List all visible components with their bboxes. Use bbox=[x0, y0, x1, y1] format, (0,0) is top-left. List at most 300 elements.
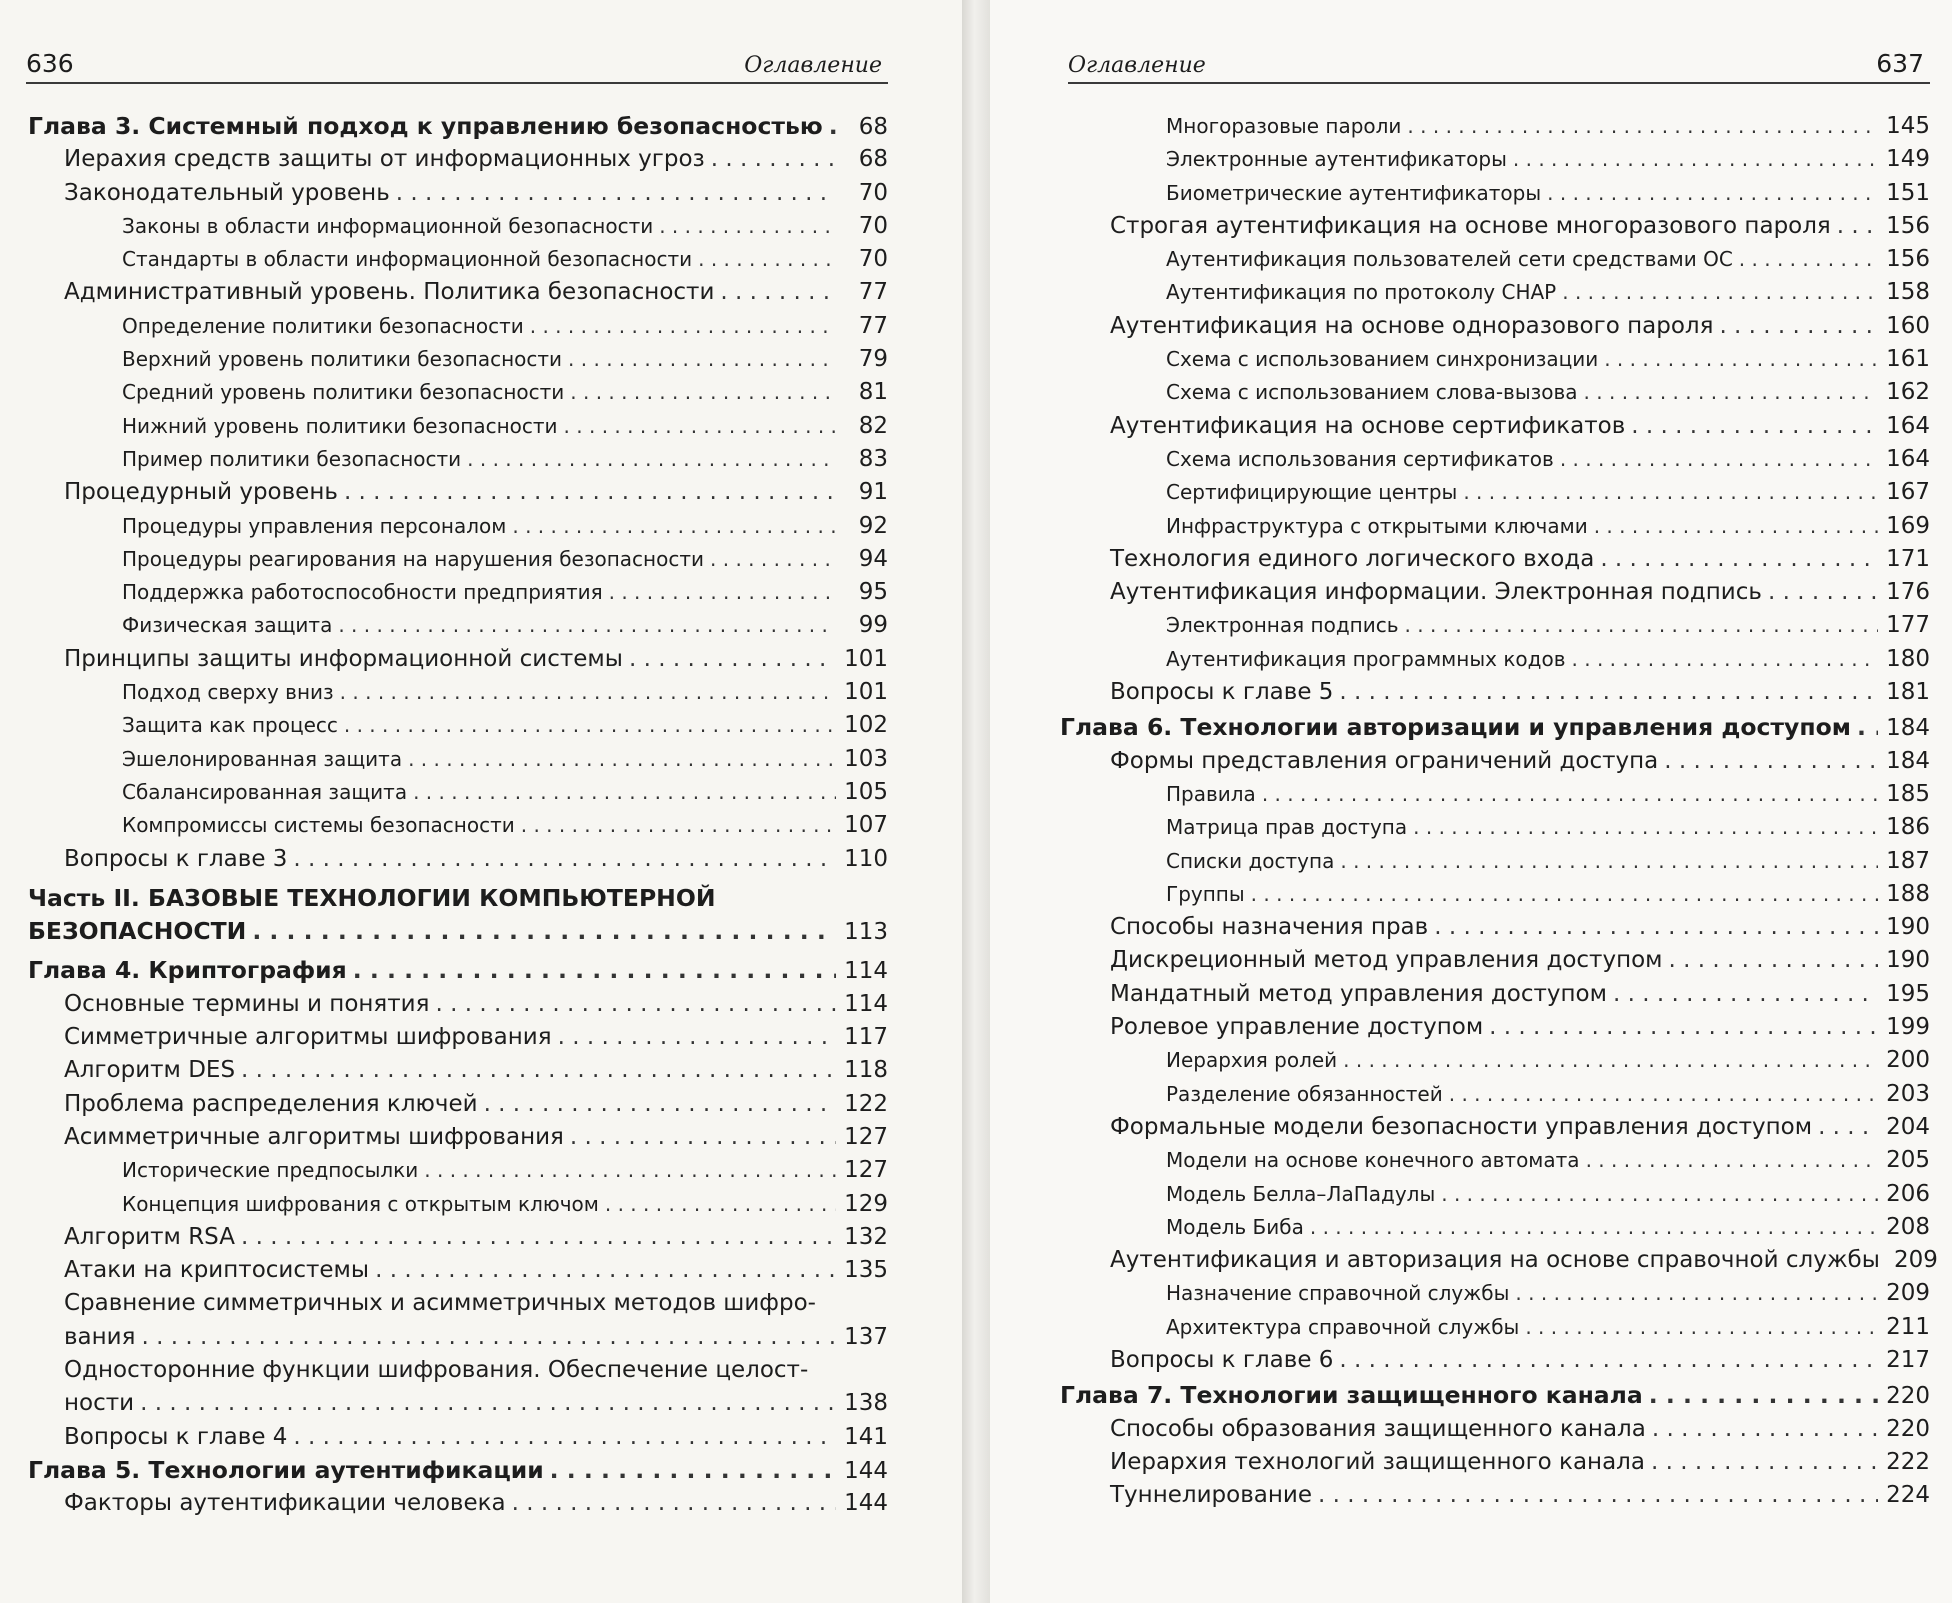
toc-entry-page: 164 bbox=[1886, 412, 1930, 439]
toc-entry-title: Группы bbox=[1166, 881, 1245, 906]
toc-leader bbox=[1340, 845, 1878, 878]
toc-entry-title: Модели на основе конечного автомата bbox=[1166, 1148, 1580, 1173]
toc-entry-page: 83 bbox=[858, 445, 888, 472]
toc-entry-title: Факторы аутентификации человека bbox=[64, 1490, 506, 1517]
toc-leader bbox=[1339, 1344, 1878, 1377]
toc-leader bbox=[252, 915, 836, 948]
toc-leader bbox=[568, 343, 836, 376]
toc-entry-page: 162 bbox=[1886, 379, 1930, 406]
toc-entry-page: 102 bbox=[844, 712, 888, 739]
toc-entry-page: 129 bbox=[844, 1190, 888, 1217]
toc-leader bbox=[1407, 110, 1878, 143]
wrapped-entry-1-page: 137 bbox=[844, 1323, 888, 1350]
toc-entry bbox=[1070, 1178, 1930, 1211]
toc-entry-title: Основные термины и понятия bbox=[64, 990, 430, 1017]
toc-entry-page: 190 bbox=[1886, 914, 1930, 941]
toc-leader bbox=[1513, 143, 1878, 176]
toc-entry-title: Модель Биба bbox=[1166, 1214, 1304, 1239]
toc-entry bbox=[1070, 745, 1930, 778]
left-page-header bbox=[26, 44, 888, 84]
wrapped-entry-2-line-2: ности bbox=[64, 1390, 135, 1417]
toc-entry-title: Схема с использованием слова-вызова bbox=[1166, 380, 1578, 405]
toc-entry bbox=[1070, 1044, 1930, 1077]
toc-entry-title: Эшелонированная защита bbox=[122, 746, 403, 771]
toc-entry-page: 114 bbox=[844, 990, 888, 1017]
toc-leader bbox=[241, 1221, 836, 1254]
toc-entry bbox=[28, 1421, 888, 1454]
wrapped-entry-2-page: 138 bbox=[844, 1390, 888, 1417]
toc-entry-page: 187 bbox=[1886, 847, 1930, 874]
toc-entry-page: 190 bbox=[1886, 947, 1930, 974]
toc-entry-page: 206 bbox=[1886, 1180, 1930, 1207]
toc-entry-title: Симметричные алгоритмы шифрования bbox=[64, 1024, 552, 1051]
toc-entry-title: Модель Белла–ЛаПадулы bbox=[1166, 1181, 1436, 1206]
toc-entry bbox=[1070, 978, 1930, 1011]
toc-leader bbox=[435, 988, 836, 1021]
toc-entry-page: 200 bbox=[1886, 1047, 1930, 1074]
toc-entry-title: Аутентификация информации. Электронная подпись bbox=[1110, 579, 1762, 606]
toc-entry-page: 208 bbox=[1886, 1213, 1930, 1240]
right-page-number: 637 bbox=[1876, 49, 1924, 78]
toc-entry-title: Асимметричные алгоритмы шифрования bbox=[64, 1123, 564, 1150]
toc-entry-page: 99 bbox=[858, 612, 888, 639]
toc-entry bbox=[28, 843, 888, 876]
toc-entry bbox=[1070, 911, 1930, 944]
toc-entry-page: 144 bbox=[844, 1490, 888, 1517]
toc-entry bbox=[1070, 177, 1930, 210]
left-running-head: Оглавление bbox=[744, 53, 882, 78]
toc-leader bbox=[1594, 510, 1878, 543]
toc-entry bbox=[1070, 343, 1930, 376]
toc-entry-title: Формальные модели безопасности управления доступом bbox=[1110, 1113, 1813, 1140]
toc-leader bbox=[1837, 210, 1878, 243]
toc-entry-title: Схема использования сертификатов bbox=[1166, 446, 1554, 471]
toc-entry-page: 209 bbox=[1886, 1280, 1930, 1307]
toc-entry-page: 204 bbox=[1886, 1113, 1930, 1140]
toc-leader bbox=[1572, 643, 1878, 676]
toc-chapter-entry bbox=[1060, 711, 1930, 744]
toc-entry-page: 205 bbox=[1886, 1147, 1930, 1174]
toc-entry-page: 160 bbox=[1886, 312, 1930, 339]
toc-entry-title: Верхний уровень политики безопасности bbox=[122, 347, 563, 372]
toc-leader bbox=[344, 709, 836, 742]
toc-entry-page: 186 bbox=[1886, 814, 1930, 841]
right-page-header bbox=[1068, 44, 1930, 84]
toc-leader bbox=[1631, 410, 1878, 443]
toc-entry-title: Процедурный уровень bbox=[64, 479, 338, 506]
toc-leader bbox=[710, 543, 836, 576]
toc-entry-page: 169 bbox=[1886, 512, 1930, 539]
toc-leader bbox=[467, 443, 836, 476]
toc-entry-title: Способы назначения прав bbox=[1110, 914, 1429, 941]
toc-entry-page: 117 bbox=[844, 1024, 888, 1051]
toc-entry bbox=[28, 1254, 888, 1287]
toc-entry-page: 135 bbox=[844, 1257, 888, 1284]
toc-entry bbox=[1070, 878, 1930, 911]
toc-entry-title: Способы образования защищенного канала bbox=[1110, 1415, 1646, 1442]
toc-entry bbox=[1070, 376, 1930, 409]
wrapped-entry-2 bbox=[28, 1387, 888, 1420]
book-gutter bbox=[962, 0, 990, 1603]
toc-entry-page: 222 bbox=[1886, 1448, 1930, 1475]
toc-entry-page: 70 bbox=[858, 212, 888, 239]
toc-entry-page: 110 bbox=[844, 845, 888, 872]
toc-entry bbox=[1070, 410, 1930, 443]
toc-leader bbox=[424, 1154, 836, 1187]
toc-entry-page: 167 bbox=[1886, 479, 1930, 506]
toc-leader bbox=[521, 809, 836, 842]
toc-entry bbox=[1070, 643, 1930, 676]
toc-leader bbox=[140, 1387, 836, 1420]
toc-entry bbox=[1070, 110, 1930, 143]
toc-entry-page: 68 bbox=[858, 146, 888, 173]
toc-entry bbox=[28, 510, 888, 543]
toc-leader bbox=[1584, 376, 1878, 409]
toc-leader bbox=[720, 276, 836, 309]
toc-leader bbox=[1515, 1277, 1878, 1310]
toc-entry bbox=[1070, 1311, 1930, 1344]
toc-entry-title: Сертифицирующие центры bbox=[1166, 480, 1458, 505]
toc-entry-page: 184 bbox=[1886, 747, 1930, 774]
right-page bbox=[990, 0, 1952, 1603]
left-page-number: 636 bbox=[26, 49, 74, 78]
toc-chapter-entry bbox=[28, 110, 888, 143]
toc-entry-page: 101 bbox=[844, 645, 888, 672]
toc-entry bbox=[1070, 811, 1930, 844]
toc-entry-page: 103 bbox=[844, 745, 888, 772]
toc-entry-page: 220 bbox=[1886, 1383, 1930, 1410]
toc-entry-title: Процедуры управления персоналом bbox=[122, 513, 507, 538]
toc-entry-title: Аутентификация на основе сертификатов bbox=[1110, 412, 1626, 439]
toc-entry bbox=[1070, 1446, 1930, 1479]
toc-entry bbox=[28, 988, 888, 1021]
toc-leader bbox=[711, 143, 836, 176]
toc-entry bbox=[1070, 510, 1930, 543]
toc-entry bbox=[1070, 944, 1930, 977]
toc-leader bbox=[605, 1188, 836, 1221]
toc-entry bbox=[1070, 1344, 1930, 1377]
part-title-line-1: Часть II. БАЗОВЫЕ ТЕХНОЛОГИИ КОМПЬЮТЕРНОЙ bbox=[28, 883, 716, 912]
toc-leader bbox=[1343, 1044, 1878, 1077]
toc-leader bbox=[340, 676, 836, 709]
toc-entry-title: Законы в области информационной безопасности bbox=[122, 213, 654, 238]
toc-entry-page: 145 bbox=[1886, 113, 1930, 139]
toc-entry-title: Электронная подпись bbox=[1166, 613, 1399, 638]
toc-entry-page: 107 bbox=[844, 812, 888, 839]
toc-entry-page: 149 bbox=[1886, 146, 1930, 173]
toc-entry bbox=[1070, 778, 1930, 811]
toc-entry-title: Вопросы к главе 5 bbox=[1110, 679, 1334, 706]
toc-entry-title: Биометрические аутентификаторы bbox=[1166, 180, 1542, 205]
toc-entry-page: 184 bbox=[1886, 715, 1930, 742]
toc-entry bbox=[1070, 1413, 1930, 1446]
toc-entry-title: Нижний уровень политики безопасности bbox=[122, 413, 558, 438]
toc-entry bbox=[1070, 1244, 1938, 1277]
toc-entry-page: 127 bbox=[844, 1123, 888, 1150]
toc-entry-title: Подход сверху вниз bbox=[122, 680, 334, 705]
toc-chapter-entry bbox=[1060, 1379, 1930, 1412]
toc-leader bbox=[1768, 576, 1878, 609]
toc-leader bbox=[1600, 543, 1878, 576]
toc-entry bbox=[1070, 676, 1930, 709]
toc-entry-page: 91 bbox=[858, 479, 888, 506]
toc-entry-title: Алгоритм DES bbox=[64, 1057, 236, 1084]
toc-leader bbox=[1262, 778, 1878, 811]
toc-leader bbox=[241, 1054, 836, 1087]
toc-leader bbox=[512, 510, 836, 543]
toc-entry bbox=[28, 1487, 888, 1520]
toc-entry bbox=[1070, 310, 1930, 343]
toc-entry bbox=[1070, 1479, 1930, 1512]
toc-leader bbox=[293, 843, 836, 876]
toc-entry-title: Физическая защита bbox=[122, 613, 333, 638]
toc-leader bbox=[829, 110, 836, 143]
toc-entry-title: Аутентификация на основе одноразового пароля bbox=[1110, 312, 1714, 339]
toc-entry-title: Схема с использованием синхронизации bbox=[1166, 347, 1599, 372]
toc-entry-title: Принципы защиты информационной системы bbox=[64, 645, 623, 672]
toc-entry-title: Глава 7. Технологии защищенного канала bbox=[1060, 1381, 1643, 1410]
toc-entry bbox=[28, 310, 888, 343]
toc-entry-page: 209 bbox=[1894, 1247, 1938, 1274]
toc-entry bbox=[1070, 143, 1930, 176]
toc-entry bbox=[1070, 243, 1930, 276]
toc-entry bbox=[1070, 1111, 1930, 1144]
toc-entry-page: 92 bbox=[858, 512, 888, 539]
toc-leader bbox=[1547, 177, 1878, 210]
toc-entry-page: 171 bbox=[1886, 545, 1930, 572]
toc-leader bbox=[512, 1487, 836, 1520]
toc-entry-page: 158 bbox=[1886, 279, 1930, 306]
toc-entry-page: 68 bbox=[858, 114, 888, 140]
toc-entry-page: 70 bbox=[858, 246, 888, 273]
toc-entry-page: 95 bbox=[858, 579, 888, 606]
toc-entry-page: 180 bbox=[1886, 645, 1930, 672]
toc-entry bbox=[28, 1021, 888, 1054]
left-toc-list-2 bbox=[28, 954, 888, 1287]
toc-entry-page: 177 bbox=[1886, 612, 1930, 639]
toc-entry bbox=[28, 776, 888, 809]
toc-entry-page: 118 bbox=[844, 1057, 888, 1084]
toc-entry-page: 195 bbox=[1886, 980, 1930, 1007]
toc-entry-title: Списки доступа bbox=[1166, 848, 1335, 873]
toc-entry-page: 164 bbox=[1886, 445, 1930, 472]
right-toc bbox=[1060, 110, 1938, 1512]
toc-entry-title: Исторические предпосылки bbox=[122, 1158, 419, 1183]
toc-leader bbox=[1613, 978, 1878, 1011]
toc-entry bbox=[1070, 845, 1930, 878]
toc-leader bbox=[570, 376, 836, 409]
toc-entry-page: 188 bbox=[1886, 880, 1930, 907]
toc-entry-page: 156 bbox=[1886, 246, 1930, 273]
toc-entry bbox=[28, 210, 888, 243]
toc-entry bbox=[28, 1154, 888, 1187]
toc-entry-page: 101 bbox=[844, 679, 888, 706]
toc-leader bbox=[1560, 443, 1878, 476]
toc-entry-title: Матрица прав доступа bbox=[1166, 815, 1408, 840]
toc-entry-title: Концепция шифрования с открытым ключом bbox=[122, 1191, 599, 1216]
toc-entry-title: Пример политики безопасности bbox=[122, 446, 462, 471]
toc-leader bbox=[550, 1454, 836, 1487]
toc-leader bbox=[413, 776, 836, 809]
toc-entry-title: Аутентификация и авторизация на основе справочной службы bbox=[1110, 1247, 1880, 1274]
toc-leader bbox=[1664, 745, 1878, 778]
toc-entry bbox=[1070, 1078, 1930, 1111]
toc-entry-page: 79 bbox=[858, 346, 888, 373]
toc-entry-page: 181 bbox=[1886, 679, 1930, 706]
toc-entry bbox=[28, 676, 888, 709]
toc-entry-page: 220 bbox=[1886, 1415, 1930, 1442]
toc-entry-title: Административный уровень. Политика безопасности bbox=[64, 279, 715, 306]
toc-leader bbox=[1405, 609, 1878, 642]
toc-entry bbox=[1070, 1144, 1930, 1177]
toc-leader bbox=[1562, 276, 1878, 309]
toc-entry bbox=[28, 143, 888, 176]
toc-leader bbox=[1651, 1446, 1878, 1479]
toc-entry-page: 77 bbox=[858, 279, 888, 306]
toc-entry bbox=[28, 376, 888, 409]
toc-entry bbox=[28, 177, 888, 210]
toc-entry-title: Вопросы к главе 3 bbox=[64, 845, 288, 872]
toc-leader bbox=[396, 177, 836, 210]
toc-leader bbox=[1857, 711, 1878, 744]
toc-entry-page: 81 bbox=[858, 379, 888, 406]
toc-entry bbox=[1070, 210, 1930, 243]
toc-entry bbox=[28, 609, 888, 642]
toc-leader bbox=[1719, 310, 1878, 343]
toc-entry-page: 122 bbox=[844, 1090, 888, 1117]
toc-entry bbox=[1070, 1211, 1930, 1244]
toc-entry bbox=[28, 243, 888, 276]
toc-leader bbox=[1413, 811, 1878, 844]
toc-leader bbox=[558, 1021, 836, 1054]
toc-entry bbox=[28, 1221, 888, 1254]
toc-entry-title: Компромиссы системы безопасности bbox=[122, 813, 515, 838]
wrapped-entry-1-line-2: вания bbox=[64, 1323, 136, 1350]
toc-entry-title: Правила bbox=[1166, 781, 1256, 806]
toc-leader bbox=[1339, 676, 1878, 709]
toc-leader bbox=[293, 1421, 836, 1454]
toc-entry bbox=[28, 1054, 888, 1087]
toc-entry bbox=[1070, 1277, 1930, 1310]
toc-entry-page: 144 bbox=[844, 1457, 888, 1484]
toc-entry bbox=[28, 1188, 888, 1221]
toc-entry-page: 127 bbox=[844, 1157, 888, 1184]
toc-entry-title: Определение политики безопасности bbox=[122, 313, 524, 338]
toc-entry bbox=[28, 276, 888, 309]
toc-leader bbox=[338, 609, 836, 642]
left-toc-list-1 bbox=[28, 110, 888, 876]
toc-entry-title: Разделение обязанностей bbox=[1166, 1081, 1443, 1106]
toc-entry-title: Поддержка работоспособности предприятия bbox=[122, 580, 603, 605]
part-title-entry bbox=[28, 915, 888, 948]
toc-entry-title: Процедуры реагирования на нарушения безопасности bbox=[122, 546, 705, 571]
toc-entry-page: 105 bbox=[844, 778, 888, 805]
toc-entry bbox=[1070, 276, 1930, 309]
toc-leader bbox=[1649, 1379, 1878, 1412]
toc-entry-title: Ролевое управление доступом bbox=[1110, 1014, 1484, 1041]
toc-chapter-entry bbox=[28, 954, 888, 987]
toc-entry-title: Архитектура справочной службы bbox=[1166, 1314, 1520, 1339]
toc-leader bbox=[1604, 343, 1878, 376]
toc-entry-page: 94 bbox=[858, 545, 888, 572]
toc-leader bbox=[1586, 1144, 1878, 1177]
toc-entry-page: 217 bbox=[1886, 1346, 1930, 1373]
toc-entry bbox=[28, 410, 888, 443]
toc-entry-page: 151 bbox=[1886, 179, 1930, 206]
toc-entry-title: Средний уровень политики безопасности bbox=[122, 380, 565, 405]
toc-entry bbox=[28, 643, 888, 676]
toc-entry-page: 224 bbox=[1886, 1482, 1930, 1509]
left-page bbox=[0, 0, 962, 1603]
toc-entry-title: Вопросы к главе 6 bbox=[1110, 1346, 1334, 1373]
toc-entry-title: Сбалансированная защита bbox=[122, 779, 408, 804]
toc-leader bbox=[1818, 1111, 1878, 1144]
toc-leader bbox=[530, 310, 836, 343]
toc-entry bbox=[1070, 443, 1930, 476]
toc-entry-page: 161 bbox=[1886, 346, 1930, 373]
right-toc-list bbox=[1060, 110, 1938, 1512]
toc-entry-title: Назначение справочной службы bbox=[1166, 1281, 1510, 1306]
toc-entry-page: 176 bbox=[1886, 579, 1930, 606]
toc-entry-title: Глава 4. Криптография bbox=[28, 956, 347, 985]
toc-entry bbox=[1070, 576, 1930, 609]
toc-entry-title: Аутентификация программных кодов bbox=[1166, 646, 1566, 671]
toc-leader bbox=[353, 954, 836, 987]
toc-leader bbox=[629, 643, 836, 676]
toc-entry-title: Многоразовые пароли bbox=[1166, 114, 1402, 138]
wrapped-entry-1-line-1: Сравнение симметричных и асимметричных методов шифро- bbox=[64, 1290, 816, 1317]
wrapped-entry-1 bbox=[28, 1321, 888, 1354]
toc-entry-title: Электронные аутентификаторы bbox=[1166, 147, 1507, 172]
toc-leader bbox=[564, 410, 836, 443]
toc-entry-page: 77 bbox=[858, 312, 888, 339]
toc-entry bbox=[1070, 1011, 1930, 1044]
toc-leader bbox=[1251, 878, 1878, 911]
toc-entry-page: 70 bbox=[858, 179, 888, 206]
toc-entry-page: 132 bbox=[844, 1223, 888, 1250]
toc-leader bbox=[570, 1121, 836, 1154]
toc-leader bbox=[1441, 1178, 1878, 1211]
toc-leader bbox=[1652, 1413, 1878, 1446]
toc-leader bbox=[698, 243, 836, 276]
toc-entry bbox=[28, 743, 888, 776]
toc-entry-page: 141 bbox=[844, 1423, 888, 1450]
toc-entry-title: Дискреционный метод управления доступом bbox=[1110, 947, 1663, 974]
toc-leader bbox=[1310, 1211, 1878, 1244]
toc-entry-title: Глава 3. Системный подход к управлению безопасностью bbox=[28, 112, 823, 140]
toc-entry-title: Глава 6. Технологии авторизации и управления доступом bbox=[1060, 713, 1851, 742]
toc-entry-title: Алгоритм RSA bbox=[64, 1223, 235, 1250]
toc-entry-title: Технология единого логического входа bbox=[1110, 545, 1595, 572]
toc-entry bbox=[28, 543, 888, 576]
toc-leader bbox=[344, 476, 836, 509]
toc-leader bbox=[1318, 1479, 1878, 1512]
toc-leader bbox=[1434, 911, 1878, 944]
left-toc bbox=[28, 110, 888, 1520]
toc-entry bbox=[28, 443, 888, 476]
toc-entry-page: 156 bbox=[1886, 212, 1930, 239]
wrapped-entry-2-line-1: Односторонние функции шифрования. Обеспечение целост- bbox=[64, 1356, 809, 1383]
toc-entry-page: 203 bbox=[1886, 1080, 1930, 1107]
toc-entry-title: Стандарты в области информационной безопасности bbox=[122, 247, 693, 272]
toc-leader bbox=[1525, 1311, 1878, 1344]
toc-entry bbox=[1070, 543, 1930, 576]
toc-entry-title: Иерархия технологий защищенного канала bbox=[1110, 1448, 1645, 1475]
toc-entry bbox=[28, 1121, 888, 1154]
toc-entry-title: Вопросы к главе 4 bbox=[64, 1423, 288, 1450]
toc-entry-page: 199 bbox=[1886, 1014, 1930, 1041]
toc-leader bbox=[1489, 1011, 1878, 1044]
